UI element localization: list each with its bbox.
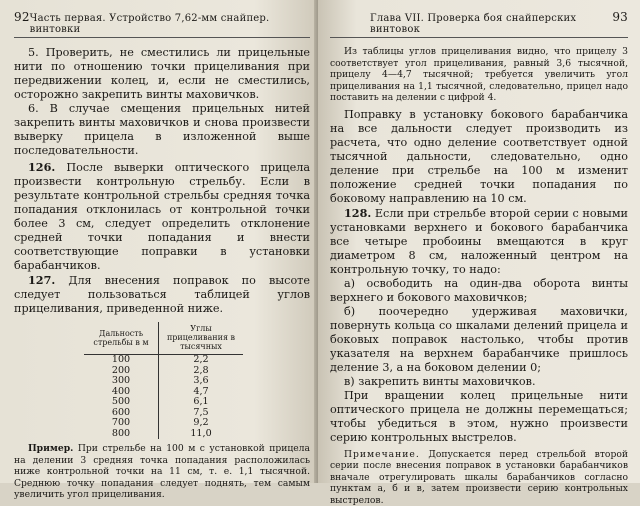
left-page-header bbox=[14, 10, 310, 38]
sighting-angle-table bbox=[84, 322, 243, 439]
table-row bbox=[84, 376, 243, 387]
right-page-number: 93 bbox=[612, 10, 628, 24]
table-cell-range: 400 bbox=[84, 387, 159, 398]
right-page-header bbox=[330, 10, 628, 38]
table-row bbox=[84, 355, 243, 366]
table-row bbox=[84, 429, 243, 440]
right-small-paragraph: Из таблицы углов прицеливания видно, что прицелу 3 соответствует угол прицеливания, равный 3,6 тысячной, прицелу 4—4,7 тысячной; требуется увеличить угол прицеливания на 1,1 тысячной, следовательно, прицел надо поставить на делении с цифрой 4. bbox=[330, 46, 628, 104]
paragraph-126-text: После выверки оптического прицела произвести контрольную стрельбу. Если в результате контрольной стрельбы средняя точка попадания отклонилась от контрольной точки более 3 см, следует определить отклонение средней точки попадания и внести соответствующие поправки в установки барабанчиков. bbox=[14, 161, 310, 272]
note-text: Допускается перед стрельбой второй серии после внесения поправок в установки барабанчиков вначале отрегулировать шкалы барабанчиков согласно пунктам а, б и в, затем произвести серию контрольных выстрелов. bbox=[330, 449, 628, 506]
paragraph-number-126: 126. bbox=[28, 160, 55, 174]
table-cell-angle: 6,1 bbox=[159, 397, 244, 408]
table-cell-range: 800 bbox=[84, 429, 159, 440]
paragraph-number-128: 128. bbox=[344, 206, 371, 220]
left-page-number: 92 bbox=[14, 10, 30, 24]
right-page bbox=[318, 0, 640, 483]
table-cell-angle: 2,2 bbox=[159, 355, 244, 366]
right-paragraph-lateral: Поправку в установку бокового барабанчика на все дальности следует производить из расчета, что одно деление соответствует одной тысячной дальности, следовательно, одно деление при стрельбе на 100 м изменит положение средней точки попадания по боковому направлению на 10 см. bbox=[330, 108, 628, 206]
left-paragraph-126 bbox=[14, 160, 310, 273]
left-running-head: Часть первая. Устройство 7,62-мм снайпер. винтовки bbox=[30, 13, 310, 35]
table-cell-angle: 4,7 bbox=[159, 387, 244, 398]
list-item-a: а) освободить на один-два оборота винты верхнего и бокового маховичков; bbox=[330, 277, 628, 305]
table-cell-range: 200 bbox=[84, 366, 159, 377]
example-text: При стрельбе на 100 м с установкой прицела на делении 3 средняя точка попадания расположилась ниже контрольной точки на 11 см, т. е. 1,1 тысячной. Среднюю точку попадания следует поднять, тем самым увеличить угол прицеливания. bbox=[14, 443, 310, 500]
paragraph-number-127: 127. bbox=[28, 273, 55, 287]
left-example bbox=[14, 443, 310, 501]
right-paragraph-rotation: При вращении колец прицельные нити оптического прицела не должны перемещаться; чтобы убедиться в этом, нужно произвести серию контрольных выстрелов. bbox=[330, 389, 628, 445]
right-note bbox=[330, 449, 628, 506]
table-row bbox=[84, 397, 243, 408]
table-cell-angle: 11,0 bbox=[159, 429, 244, 440]
table-header-angle: Углы прицеливания в тысячных bbox=[159, 322, 244, 355]
table-cell-angle: 2,8 bbox=[159, 366, 244, 377]
list-item-b: б) поочередно удерживая маховички, повернуть кольца со шкалами делений прицела и боковых поправок настолько, чтобы против указателя на верхнем барабанчике пришлось деление 3, а на боковом делении 0; bbox=[330, 305, 628, 375]
table-cell-angle: 3,6 bbox=[159, 376, 244, 387]
table-cell-angle: 7,5 bbox=[159, 408, 244, 419]
table-row bbox=[84, 408, 243, 419]
right-paragraph-128 bbox=[330, 206, 628, 277]
list-item-v: в) закрепить винты маховичков. bbox=[330, 375, 628, 389]
table-cell-range: 100 bbox=[84, 355, 159, 366]
paragraph-128-text: Если при стрельбе второй серии с новыми установками верхнего и бокового барабанчика все четыре пробоины вмещаются в круг диаметром 8 см, наложенный центром на контрольную точку, то надо: bbox=[330, 207, 628, 276]
note-label: Примечание. bbox=[344, 449, 420, 460]
table-row bbox=[84, 387, 243, 398]
table-header-range: Дальность стрельбы в м bbox=[84, 322, 159, 355]
paragraph-127-text: Для внесения поправок по высоте следует пользоваться таблицей углов прицеливания, приведенной ниже. bbox=[14, 274, 310, 315]
example-label: Пример. bbox=[28, 443, 73, 454]
table-row bbox=[84, 366, 243, 377]
table-cell-range: 600 bbox=[84, 408, 159, 419]
table-cell-range: 300 bbox=[84, 376, 159, 387]
left-paragraph-127 bbox=[14, 273, 310, 316]
left-paragraph-5: 5. Проверить, не сместились ли прицельные нити по отношению точки прицеливания при передвижении колец, и, если не сместились, осторожно закрепить винты маховичков. bbox=[14, 46, 310, 102]
table-cell-range: 500 bbox=[84, 397, 159, 408]
left-paragraph-6: 6. В случае смещения прицельных нитей закрепить винты маховичков и снова произвести выверку прицела в изложенной выше последовательности. bbox=[14, 102, 310, 158]
table-cell-range: 700 bbox=[84, 418, 159, 429]
table-cell-angle: 9,2 bbox=[159, 418, 244, 429]
table-row bbox=[84, 418, 243, 429]
left-page bbox=[0, 0, 318, 483]
right-running-head: Глава VII. Проверка боя снайперских винтовок bbox=[330, 13, 612, 35]
